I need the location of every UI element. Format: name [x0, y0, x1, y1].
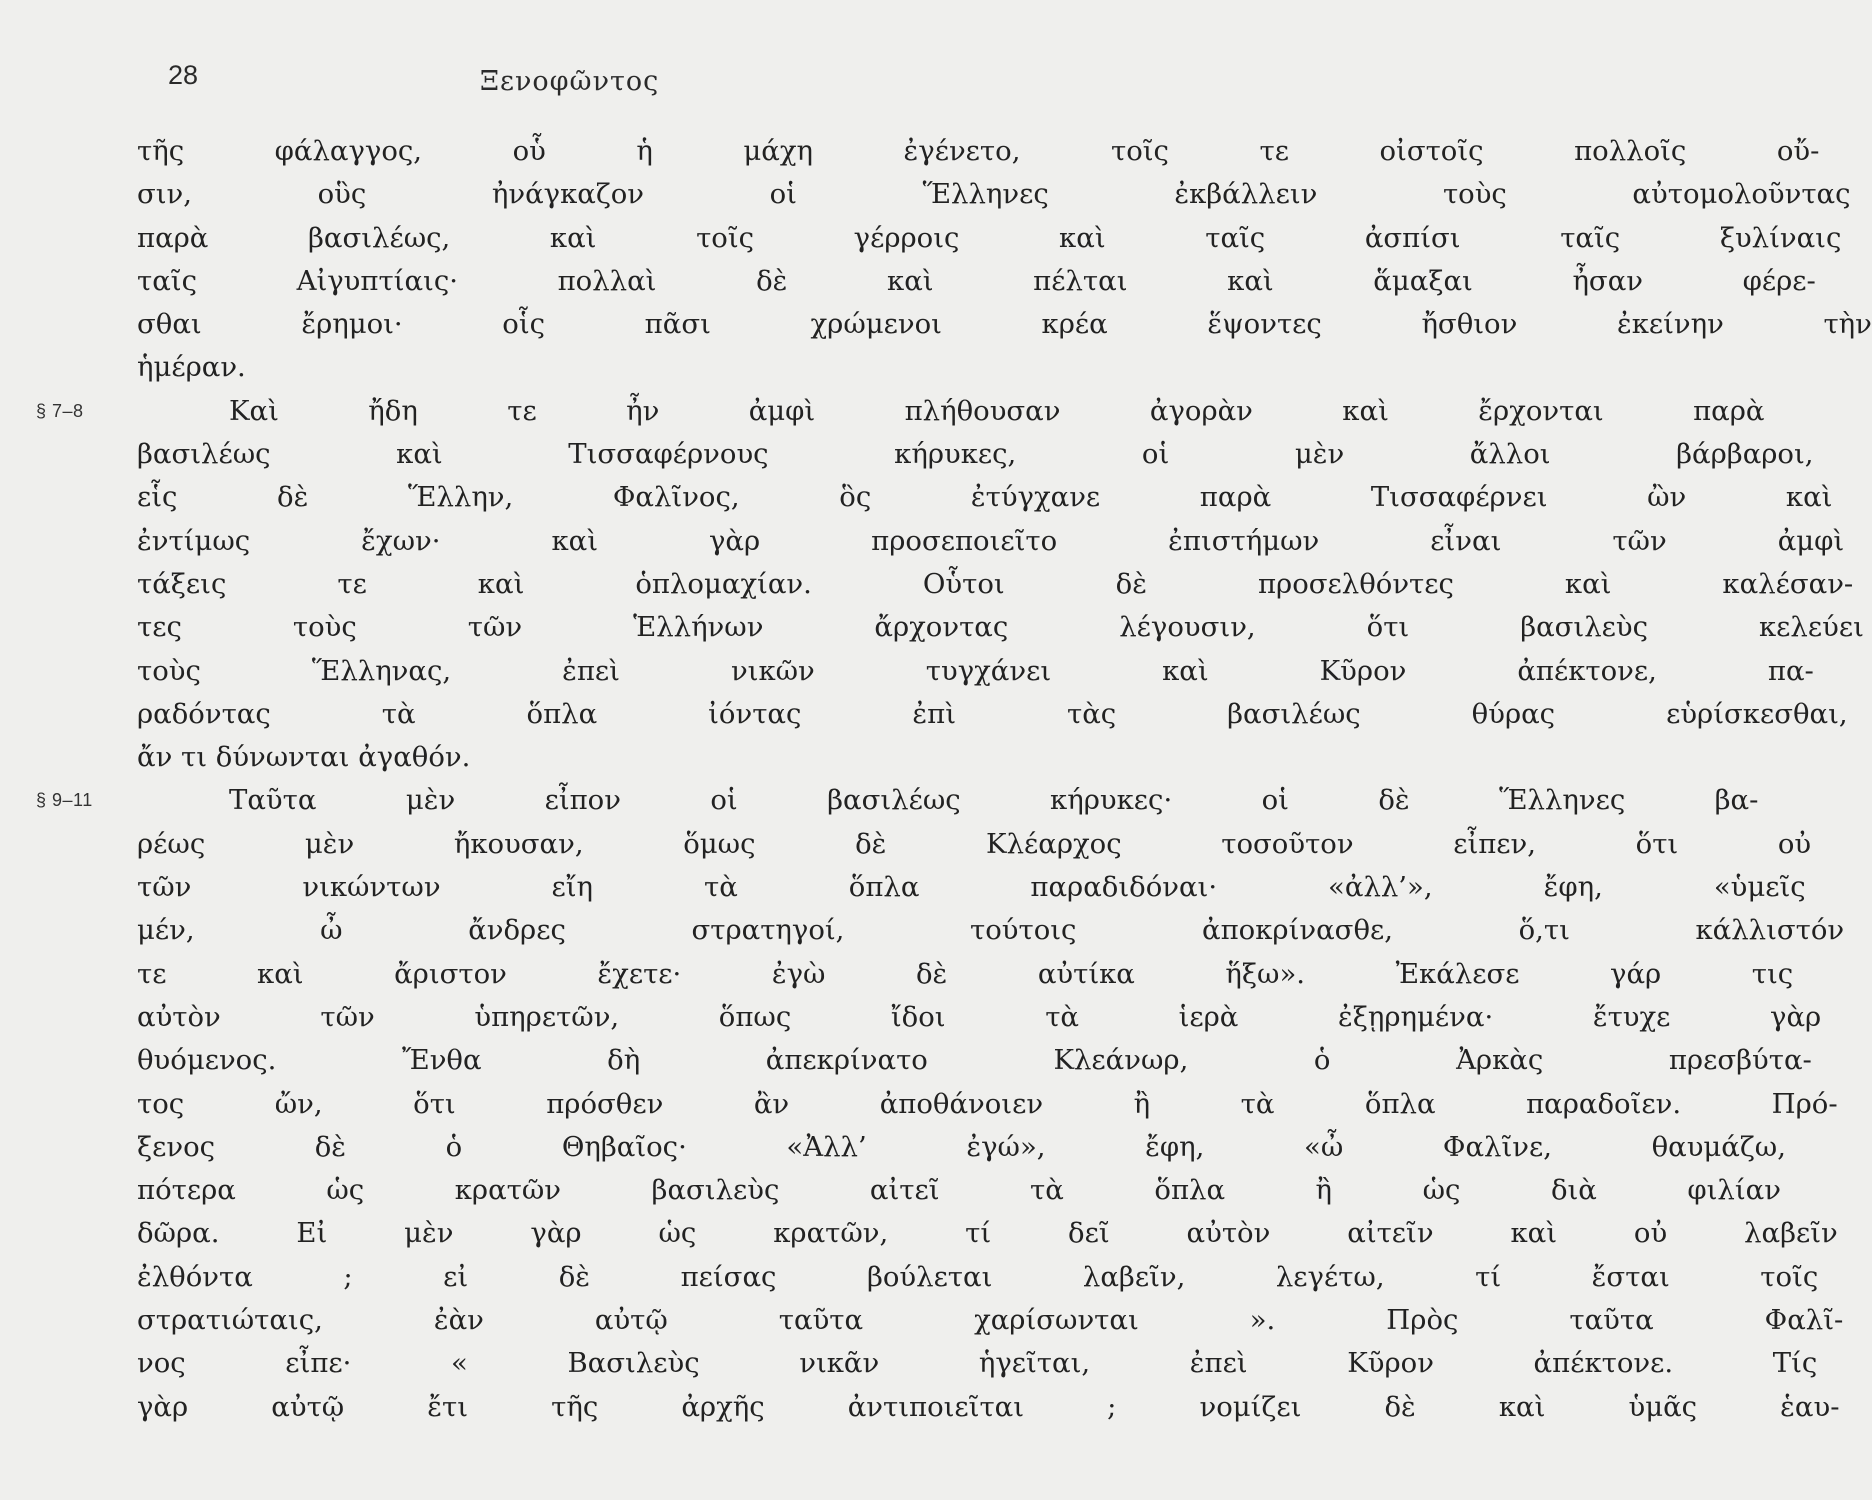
- line-text: σιν, οὓς ἠνάγκαζον οἱ Ἕλληνες ἐκβάλλειν τοὺς αὐτομολοῦντας: [137, 178, 1851, 211]
- text-line: [36, 390, 1765, 433]
- line-text: ρέως μὲν ἤκουσαν, ὅμως δὲ Κλέαρχος τοσοῦτον εἶπεν, ὅτι οὐ: [137, 827, 1812, 860]
- line-text: ἐλθόντα ; εἰ δὲ πείσας βούλεται λαβεῖν, λεγέτω, τί ἔσται τοῖς: [137, 1260, 1819, 1293]
- running-head: Ξενοφῶντος: [480, 66, 660, 97]
- text-line: [137, 520, 1845, 563]
- text-line: [137, 866, 1806, 909]
- line-text: εἷς δὲ Ἕλλην, Φαλῖνος, ὃς ἐτύγχανε παρὰ Τισσαφέρνει ὢν καὶ: [137, 481, 1833, 514]
- text-line: [137, 433, 1814, 476]
- line-text: θυόμενος. Ἔνθα δὴ ἀπεκρίνατο Κλεάνωρ, ὁ Ἀρκὰς πρεσβύτα-: [137, 1044, 1812, 1077]
- text-line: [137, 1299, 1844, 1342]
- text-line: [137, 953, 1794, 996]
- line-text: νος εἶπε· « Βασιλεὺς νικᾶν ἡγεῖται, ἐπεὶ Κῦρον ἀπέκτονε. Τίς: [137, 1347, 1818, 1380]
- line-text: στρατιώταις, ἐὰν αὐτῷ ταῦτα χαρίσωνται ». Πρὸς ταῦτα Φαλῖ-: [137, 1304, 1844, 1337]
- line-text: τος ὤν, ὅτι πρόσθεν ἂν ἀποθάνοιεν ἢ τὰ ὅπλα παραδοῖεν. Πρό-: [137, 1087, 1838, 1120]
- line-text: παρὰ βασιλέως, καὶ τοῖς γέρροις καὶ ταῖς ἀσπίσι ταῖς ξυλίναις: [137, 221, 1842, 254]
- section-marker: § 9–11: [36, 790, 93, 811]
- line-text: ἡμέραν.: [137, 351, 246, 384]
- text-line: [137, 260, 1816, 303]
- text-line: [137, 563, 1854, 606]
- line-text: πότερα ὡς κρατῶν βασιλεὺς αἰτεῖ τὰ ὅπλα ἢ ὡς διὰ φιλίαν: [137, 1174, 1781, 1207]
- line-text: δῶρα. Εἰ μὲν γὰρ ὡς κρατῶν, τί δεῖ αὐτὸν αἰτεῖν καὶ οὐ λαβεῖν: [137, 1217, 1838, 1250]
- text-line: [137, 476, 1833, 519]
- text-line: [137, 1083, 1838, 1126]
- text-line: [137, 606, 1864, 649]
- line-text: τες τοὺς τῶν Ἑλλήνων ἄρχοντας λέγουσιν, ὅτι βασιλεὺς κελεύει: [137, 611, 1864, 644]
- text-line: [137, 1126, 1786, 1169]
- line-text: τάξεις τε καὶ ὁπλομαχίαν. Οὗτοι δὲ προσελθόντες καὶ καλέσαν-: [137, 567, 1854, 600]
- text-line: [137, 130, 1820, 173]
- text-line: [137, 303, 1872, 346]
- text-line: [137, 346, 955, 389]
- line-text: ξενος δὲ ὁ Θηβαῖος· «Ἀλλ’ ἐγώ», ἔφη, «ὦ Φαλῖνε, θαυμάζω,: [137, 1130, 1786, 1163]
- text-line: [137, 650, 1814, 693]
- text-line: [137, 1039, 1812, 1082]
- line-text: γὰρ αὐτῷ ἔτι τῆς ἀρχῆς ἀντιποιεῖται ; νομίζει δὲ καὶ ὑμᾶς ἑαυ-: [137, 1390, 1840, 1423]
- text-line: [137, 1342, 1818, 1385]
- line-text: ἄν τι δύνωνται ἀγαθόν.: [137, 741, 471, 774]
- text-line: [137, 909, 1845, 952]
- text-line: [137, 1256, 1819, 1299]
- line-text: ταῖς Αἰγυπτίαις· πολλαὶ δὲ καὶ πέλται καὶ ἅμαξαι ἦσαν φέρε-: [137, 264, 1816, 297]
- line-text: τοὺς Ἕλληνας, ἐπεὶ νικῶν τυγχάνει καὶ Κῦρον ἀπέκτονε, πα-: [137, 654, 1814, 687]
- line-text: σθαι ἔρημοι· οἷς πᾶσι χρώμενοι κρέα ἕψοντες ἤσθιον ἐκείνην τὴν: [137, 308, 1872, 341]
- section-marker: § 7–8: [36, 400, 84, 421]
- line-text: τῆς φάλαγγος, οὗ ἡ μάχη ἐγένετο, τοῖς τε οἰστοῖς πολλοῖς οὔ-: [137, 135, 1820, 167]
- text-line: [137, 1386, 1840, 1429]
- line-text: ἐντίμως ἔχων· καὶ γὰρ προσεποιεῖτο ἐπιστήμων εἶναι τῶν ἀμφὶ: [137, 524, 1845, 557]
- text-line: [137, 1169, 1781, 1212]
- line-text: τῶν νικώντων εἴη τὰ ὅπλα παραδιδόναι· «ἀλλ’», ἔφη, «ὑμεῖς: [137, 871, 1806, 904]
- line-text: ραδόντας τὰ ὅπλα ἰόντας ἐπὶ τὰς βασιλέως θύρας εὑρίσκεσθαι,: [137, 697, 1848, 730]
- text-line: [137, 996, 1822, 1039]
- page-number: 28: [168, 60, 199, 90]
- body-text: [36, 130, 1872, 1429]
- line-text: βασιλέως καὶ Τισσαφέρνους κήρυκες, οἱ μὲν ἄλλοι βάρβαροι,: [137, 438, 1814, 471]
- line-text: αὐτὸν τῶν ὑπηρετῶν, ὅπως ἴδοι τὰ ἱερὰ ἐξῃρημένα· ἔτυχε γὰρ: [137, 1000, 1822, 1033]
- text-line: [137, 693, 1848, 736]
- line-text: τε καὶ ἄριστον ἔχετε· ἐγὼ δὲ αὐτίκα ἥξω». Ἐκάλεσε γάρ τις: [137, 957, 1794, 990]
- text-line: [36, 779, 1759, 822]
- line-text: μέν, ὦ ἄνδρες στρατηγοί, τούτοις ἀποκρίνασθε, ὅ,τι κάλλιστόν: [137, 914, 1845, 947]
- text-line: [137, 736, 955, 779]
- line-text: Καὶ ἤδη τε ἦν ἀμφὶ πλήθουσαν ἀγορὰν καὶ ἔρχονται παρὰ: [229, 394, 1765, 427]
- text-line: [137, 1212, 1838, 1255]
- line-text: Ταῦτα μὲν εἶπον οἱ βασιλέως κήρυκες· οἱ δὲ Ἕλληνες βα-: [229, 784, 1759, 817]
- text-line: [137, 173, 1851, 216]
- text-line: [137, 823, 1812, 866]
- text-line: [137, 217, 1842, 260]
